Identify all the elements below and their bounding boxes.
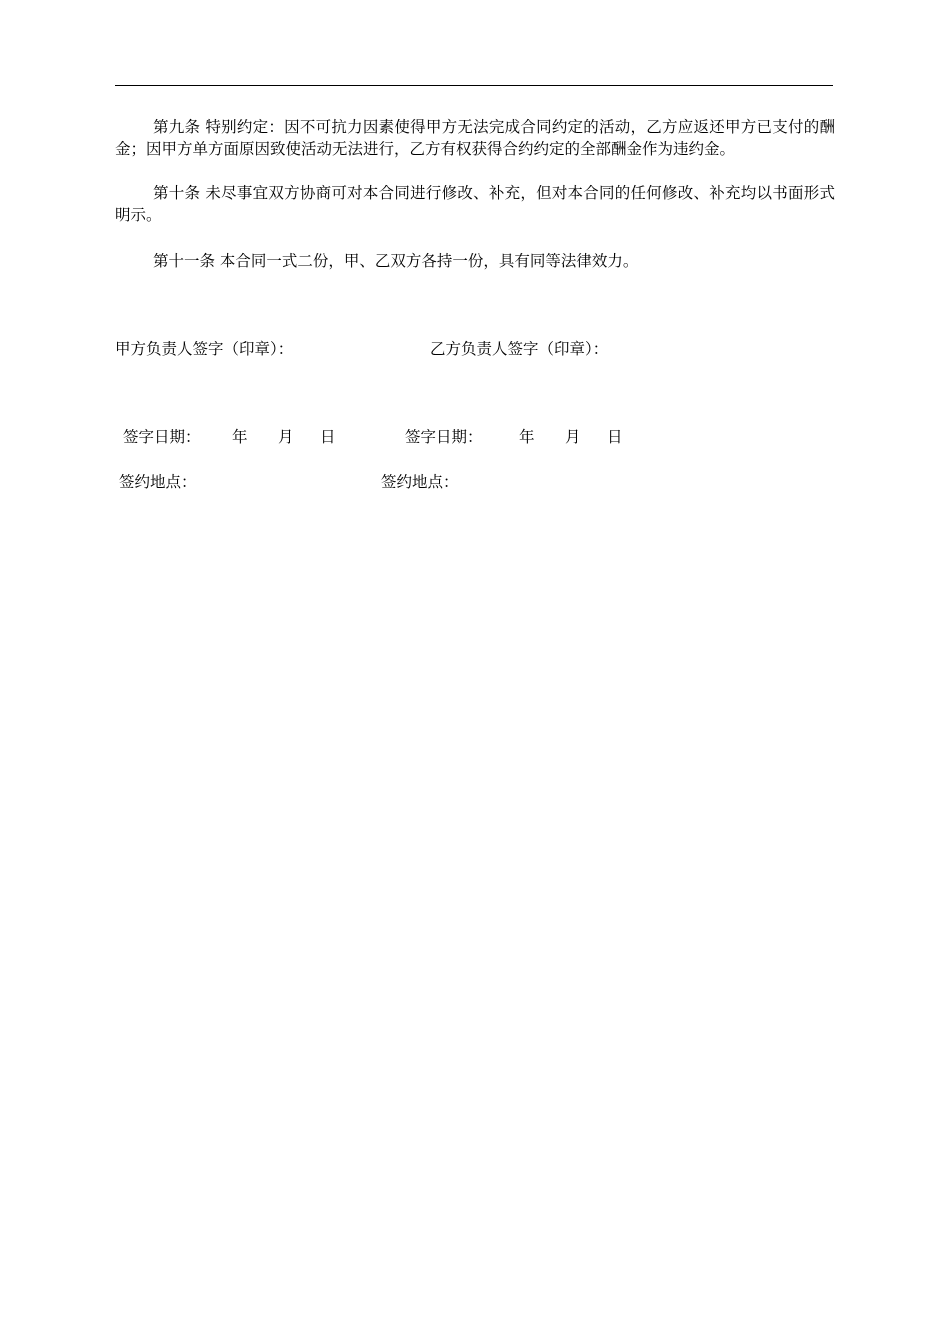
party-b-signature-label: 乙方负责人签字（印章）： xyxy=(430,340,609,358)
party-b-date-year: 年 xyxy=(519,428,535,446)
party-b-date-day: 日 xyxy=(607,428,623,446)
party-a-date-month: 月 xyxy=(278,428,294,446)
party-a-date-day: 日 xyxy=(320,428,336,446)
party-a-signature-label: 甲方负责人签字（印章）： xyxy=(115,340,294,358)
article-10: 第十条 未尽事宜双方协商可对本合同进行修改、补充，但对本合同的任何修改、补充均以书面形式明示。 xyxy=(115,184,835,224)
party-b-date-label: 签字日期： xyxy=(405,428,483,446)
party-b-place-label: 签约地点： xyxy=(381,473,459,491)
party-a-place-label: 签约地点： xyxy=(119,473,197,491)
article-11: 第十一条 本合同一式二份，甲、乙双方各持一份，具有同等法律效力。 xyxy=(153,252,639,270)
header-rule xyxy=(115,85,833,86)
party-a-date-label: 签字日期： xyxy=(123,428,201,446)
party-b-date-month: 月 xyxy=(565,428,581,446)
article-9: 第九条 特别约定：因不可抗力因素使得甲方无法完成合同约定的活动，乙方应返还甲方已支付的酬金；因甲方单方面原因致使活动无法进行，乙方有权获得合约约定的全部酬金作为违约金。 xyxy=(115,118,835,158)
party-a-date-year: 年 xyxy=(232,428,248,446)
